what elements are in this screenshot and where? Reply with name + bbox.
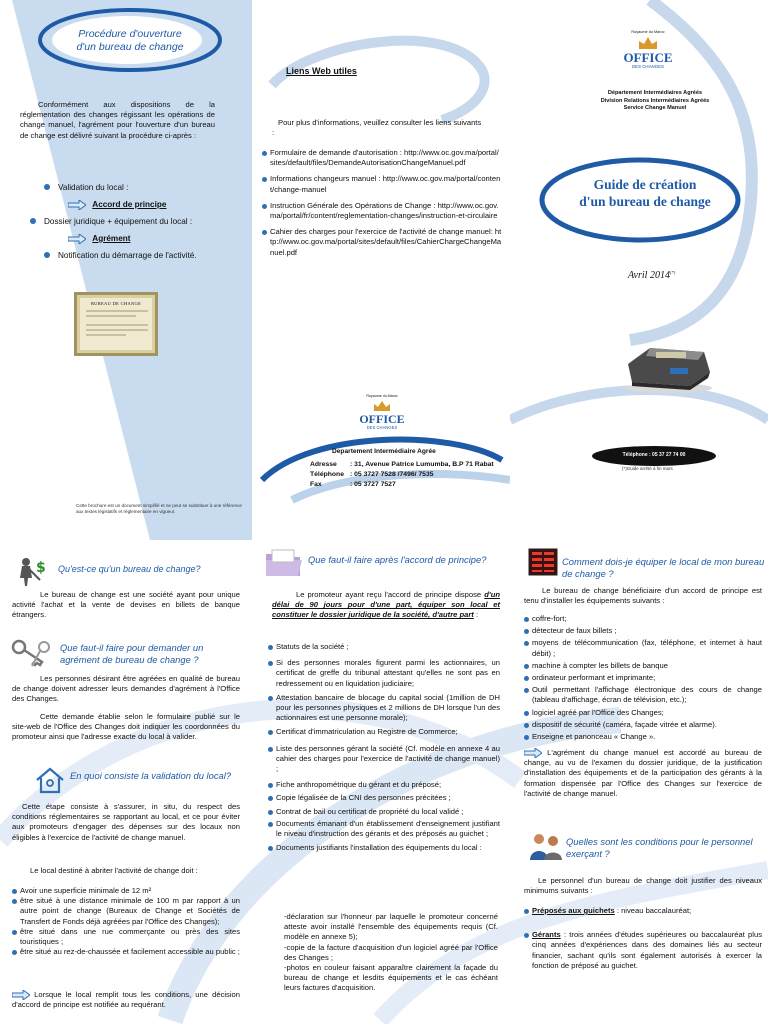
web-links-title: Liens Web utiles bbox=[286, 66, 357, 76]
arrow-right-icon bbox=[12, 990, 30, 1000]
certificate-image: BUREAU DE CHANGE bbox=[74, 292, 158, 356]
list-item: logiciel agréé par l'Office des Changes; bbox=[524, 708, 762, 718]
faq-answer-2b: Cette demande établie selon le formulaire publié sur le site-web de l'Office des Changes doit indiquer les coordonnées du promoteur ainsi que l'adresse exacte du local à valider. bbox=[12, 712, 240, 742]
list-item: Contrat de bail ou certificat de propriété du local validé ; bbox=[268, 807, 500, 817]
panel-web-links bbox=[252, 0, 510, 540]
faq-question-equipment: Comment dois-je équiper le local de mon bureau de change ? bbox=[562, 556, 765, 579]
list-item: Outil permettant l'affichage électronique des cours de change (tableau d'affichage, écran de télévision, etc.); bbox=[524, 685, 762, 705]
after-accord-intro: Le promoteur ayant reçu l'accord de principe dispose d'un délai de 90 jours pour d'une part, équiper son local et constituer le dossier juridique de la société, d'autre part : bbox=[272, 590, 500, 620]
local-requirements-list bbox=[12, 886, 240, 957]
list-item: Enseigne et panonceau « Change ». bbox=[524, 732, 762, 742]
list-item: Copie légalisée de la CNI des personnes précitées ; bbox=[268, 793, 500, 803]
contact-block: Adresse : 31, Avenue Patrice Lumumba, B.P 71 Rabat Téléphone : 05 3727 7528 /7496/ 7535 Fax : 05 3727 7527 bbox=[310, 461, 494, 488]
panel-faq-1 bbox=[0, 540, 252, 1024]
web-links-intro: Pour plus d'informations, veuillez consulter les liens suivants : bbox=[272, 118, 482, 138]
svg-text:$: $ bbox=[36, 560, 46, 576]
procedure-title: Procédure d'ouverture d'un bureau de change bbox=[76, 28, 184, 53]
guide-title: Guide de création d'un bureau de change bbox=[579, 177, 711, 209]
step-3: Notification du démarrage de l'activité. bbox=[44, 250, 244, 261]
office-des-changes-logo: Royaume du Maroc OFFICE DES CHANGES bbox=[623, 30, 673, 69]
list-item: dispositif de sécurité (caméra, façade vitrée et alarme). bbox=[524, 720, 762, 730]
keys-icon bbox=[10, 638, 54, 668]
contact-dept: Departement Intermédiaire Agrée bbox=[332, 448, 436, 455]
equipment-list bbox=[524, 614, 762, 742]
bullet-icon bbox=[44, 184, 50, 190]
faq-question-1: Qu'est-ce qu'un bureau de change? bbox=[58, 564, 201, 574]
arrow-right-icon bbox=[68, 234, 86, 244]
list-item: être situé au rez-de-chaussée et facilement accessible au public ; bbox=[12, 947, 240, 957]
agrement-text: L'agrément du change manuel est accordé au bureau de change, au vu de l'examen du dossier juridique, de la justification d'installation des équipements et de la participation des gérants à la formation dispensée par l'Office des Changes sur l'exercice de l'activité de change manuel. bbox=[524, 748, 762, 798]
step-2: Dossier juridique + équipement du local : bbox=[30, 216, 244, 227]
procedure-steps bbox=[44, 182, 244, 261]
list-item: machine à compter les billets de banque bbox=[524, 661, 762, 671]
personnel-icon bbox=[528, 832, 564, 860]
procedure-intro: Conformément aux dispositions de la réglementation des changes régissant les opérations de change manuel, l'agrément pour l'ouverture d'un bureau de change est délivré suivant la procédure ci-après : bbox=[20, 100, 215, 140]
exchange-rate-board-icon bbox=[528, 548, 558, 576]
list-item: Si des personnes morales figurent parmi les actionnaires, un certificat de greffe du tribunal attestant qu'elles ne sont pas en redressement ou en liquidation judiciaire; bbox=[268, 658, 500, 689]
web-links-list bbox=[262, 148, 502, 258]
faq-question-personnel: Quelles sont les conditions pour le personnel exerçant ? bbox=[566, 836, 753, 859]
list-item: ordinateur performant et imprimante; bbox=[524, 673, 762, 683]
disclaimer: Cette brochure est un document simplifié et ne peut se substituer à une référence aux textes législatifs et réglementaire en vigueur. bbox=[76, 503, 242, 514]
bullet-icon bbox=[30, 218, 36, 224]
panel-faq-3 bbox=[518, 540, 768, 1024]
folder-icon bbox=[264, 548, 304, 578]
step-1-result: Accord de principe bbox=[68, 199, 244, 210]
guide-note: (*)Guide arrêté à fin mars bbox=[622, 466, 673, 471]
crown-icon bbox=[637, 35, 659, 51]
link-item[interactable]: Cahier des charges pour l'exercice de l'activité de change manuel: http://www.oc.gov.ma/portal/sites/default/files/CahierChargeChangeManuel.pdf bbox=[262, 227, 502, 258]
equipment-proof-sublist: -déclaration sur l'honneur par laquelle le promoteur concerné atteste avoir installé l'ensemble des équipements requis (Cf. modèle en annexe 5); -copie de la facture d'acquisition d'un logiciel agréé par l'Office des Changes ; -photos en couleur faisant apparaître clairement la façade du bureau de change et lesdits équipements et le cas échéant leurs factures d'acquisition. bbox=[284, 912, 498, 993]
crown-icon bbox=[372, 399, 392, 413]
arrow-right-icon bbox=[68, 200, 86, 210]
equipment-intro: Le bureau de change bénéficiaire d'un accord de principe est tenu d'installer les équipements suivants : bbox=[524, 586, 762, 606]
step-2-result: Agrément bbox=[68, 233, 244, 244]
list-item: Documents justifiants l'installation des équipements du local : bbox=[268, 843, 500, 853]
link-item[interactable]: Formulaire de demande d'autorisation : http://www.oc.gov.ma/portal/sites/default/files/DemandeAutorisationChangeManuel.pdf bbox=[262, 148, 502, 168]
faq-question-2: Que faut-il faire pour demander un agrément de bureau de change ? bbox=[60, 642, 204, 665]
panel-swoosh bbox=[252, 0, 510, 540]
faq-question-3: En quoi consiste la validation du local? bbox=[70, 770, 232, 781]
link-item[interactable]: Informations changeurs manuel : http://www.oc.gov.ma/portal/content/change-manuel bbox=[262, 174, 502, 194]
arrow-right-icon bbox=[524, 748, 542, 758]
cover-dept: Département Intermédiaires Agréés Division Relations Intermédiaires Agréés Service Change Manuel bbox=[600, 90, 710, 112]
guide-date: Avril 2014(*) bbox=[628, 270, 676, 281]
faq-answer-3a: Cette étape consiste à s'assurer, in situ, du respect des conditions réglementaires se rapportant au local, et ce pour éviter aux promoteurs d'engager des dépenses sur des locaux non éligibles à l'exercice de l'activité de change manuel. bbox=[12, 802, 240, 842]
step-1: Validation du local : bbox=[44, 182, 244, 193]
list-item: détecteur de faux billets ; bbox=[524, 626, 762, 636]
list-item: être situé à une distance minimale de 100 m par rapport à un autre point de change (Bureaux de Change et Sociétés de Transfert de Fonds déjà agréées par l'Office des Changes); bbox=[12, 896, 240, 927]
person-dollar-icon bbox=[16, 556, 54, 586]
house-icon bbox=[34, 766, 66, 794]
list-item: être situé dans une rue commerçante ou près des sites touristiques ; bbox=[12, 927, 240, 947]
panel-procedure bbox=[0, 0, 252, 540]
bullet-icon bbox=[44, 252, 50, 258]
panel-cover bbox=[510, 0, 768, 540]
list-item: Certificat d'immatriculation au Registre de Commerce; bbox=[268, 727, 500, 737]
list-item: Liste des personnes gérant la société (Cf. modèle en annexe 4 au cahier des charges pour l'exercice de l'activité de change manuel) ; bbox=[268, 744, 500, 775]
faq-closing: Lorsque le local remplit tous les conditions, une décision d'accord de principe est notifiée au requérant. bbox=[12, 990, 240, 1010]
list-item: Gérants : trois années d'études supérieures ou baccalauréat plus cinq années d'expériences dans des domaines liés au secteur financier, sachant qu'ils sont également autorisés à exercer la fonction de préposé au guichet. bbox=[524, 930, 762, 971]
list-item: Statuts de la société ; bbox=[268, 642, 500, 652]
legal-documents-list bbox=[268, 642, 500, 853]
list-item: moyens de télécommunication (fax, téléphone, et internet à haut débit) ; bbox=[524, 638, 762, 658]
link-item[interactable]: Instruction Générale des Opérations de Change : http://www.oc.gov.ma/portal/fr/content/reglementation-changes/instruction-et-circulaire bbox=[262, 201, 502, 221]
personnel-list bbox=[524, 906, 762, 971]
list-item: Avoir une superficie minimale de 12 m² bbox=[12, 886, 240, 896]
faq-answer-2a: Les personnes désirant être agréées en qualité de bureau de change doivent adresser leurs demandes d'agrément à l'Office des Changes. bbox=[12, 674, 240, 704]
list-item: Attestation bancaire de blocage du capital social (1million de DH pour les personnes physiques et 2 millions de DH lorsque l'un des actionnaires est une personne morale); bbox=[268, 693, 500, 724]
list-item: Préposés aux guichets : niveau baccalauréat; bbox=[524, 906, 762, 916]
list-item: Documents émanant d'un établissement d'enseignement justifiant le niveau d'instruction des gérants et des préposés au guichet ; bbox=[268, 819, 500, 839]
list-item: coffre-fort; bbox=[524, 614, 762, 624]
faq-question-after-accord: Que faut-il faire après l'accord de principe? bbox=[308, 554, 487, 565]
panel-faq-2 bbox=[262, 540, 506, 1024]
faq-answer-1: Le bureau de change est une société ayant pour unique activité l'achat et la vente de devises en billets de banque étrangers. bbox=[12, 590, 240, 620]
panel-background bbox=[0, 0, 252, 540]
list-item: Fiche anthropométrique du gérant et du préposé; bbox=[268, 780, 500, 790]
personnel-intro: Le personnel d'un bureau de change doit justifier des niveaux minimums suivants : bbox=[524, 876, 762, 896]
faq-answer-3b: Le local destiné à abriter l'activité de change doit : bbox=[30, 866, 198, 875]
office-des-changes-logo: Royaume du Maroc OFFICE DES CHANGES bbox=[359, 394, 405, 430]
phone-badge-text: Téléphone : 05 37 27 74 00 bbox=[622, 452, 686, 458]
money-counter-image bbox=[620, 334, 716, 394]
